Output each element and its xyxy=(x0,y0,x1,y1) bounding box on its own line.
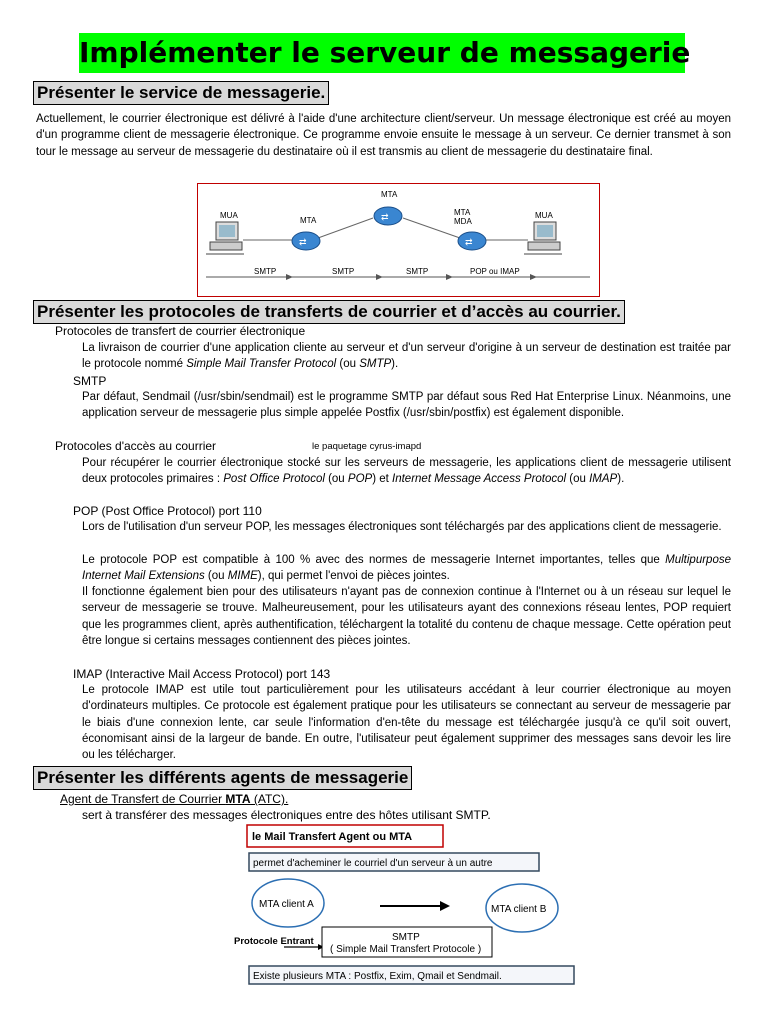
protocole-entrant-label: Protocole Entrant xyxy=(234,936,314,947)
mta-figure-svg xyxy=(232,823,584,1019)
mta-figure xyxy=(232,823,584,1019)
mta-agent-description: sert à transférer des messages électroniques entre des hôtes utilisant SMTP. xyxy=(82,808,491,822)
smtp-label: SMTP xyxy=(392,932,420,943)
router-icon-2 xyxy=(374,207,402,225)
mail-architecture-diagram xyxy=(197,183,600,297)
cyrus-imapd-note: le paquetage cyrus-imapd xyxy=(312,441,422,452)
smtp-full-name: ( Simple Mail Transfert Protocole ) xyxy=(330,944,482,955)
intro-paragraph: Actuellement, le courrier électronique est délivré à l'aide d'une architecture client/serveur. Un message électronique est créé au moyen d'un programme client de messagerie électronique. Ce programme envoie ensuite le message à un serveur. Ce dernier transmet à son tour le message au serveur de messagerie du destinataire où il est transmis au client de messagerie du destinataire final. xyxy=(36,113,731,158)
label-mta-top: MTA xyxy=(381,190,398,199)
router-icon-3 xyxy=(458,232,486,250)
mta-figure-desc: permet d'acheminer le courriel d'un serveur à un autre xyxy=(253,858,493,869)
mta-client-b-label: MTA client B xyxy=(491,904,547,915)
computer-left-icon xyxy=(206,222,244,254)
mail-architecture-svg xyxy=(198,184,599,296)
mta-figure-title: le Mail Transfert Agent ou MTA xyxy=(252,831,413,843)
section-heading-agents: Présenter les différents agents de messagerie xyxy=(33,766,412,790)
mta-client-a-label: MTA client A xyxy=(259,899,314,910)
label-mua-right: MUA xyxy=(535,211,553,220)
pop-paragraph-1: Lors de l'utilisation d'un serveur POP, les messages électroniques sont téléchargés par des applications client de messagerie. xyxy=(82,521,722,533)
label-mua-left: MUA xyxy=(220,211,238,220)
access-protocols-paragraph: Pour récupérer le courrier électronique stocké sur les serveurs de messagerie, les applications client de messagerie utilisent deux protocoles primaires : Post Office Protocol (ou POP) et Internet Message Access Protocol (ou IMAP). xyxy=(82,457,731,486)
pop-paragraph-3: Il fonctionne également bien pour des utilisateurs n'ayant pas de connexion continue à l'Internet ou à un réseau sur lequel le serveur de messagerie se trouve. Malheureusement, pour les utilisateurs ayant des connexions réseau lentes, POP requiert que les programmes client, après authentification, téléchargent la totalité du contenu de chaque message. Cette opération peut être longue si certains messages contiennent des pièces jointes. xyxy=(82,586,731,647)
arrow-label-smtp-3: SMTP xyxy=(406,267,429,276)
smtp-paragraph: Par défaut, Sendmail (/usr/sbin/sendmail) est le programme SMTP par défaut sous Red Hat Enterprise Linux. Néanmoins, une application serveur de messagerie plus simple appelée Postfix (/usr/sbin/postfix) est également disponible. xyxy=(82,391,731,420)
computer-right-icon xyxy=(524,222,562,254)
pop-paragraph-2: Le protocole POP est compatible à 100 % avec des normes de messagerie Internet importantes, telles que Multipurpose Internet Mail Extensions (ou MIME), qui permet l'envoi de pièces jointes. xyxy=(82,554,731,583)
arrow-label-smtp-2: SMTP xyxy=(332,267,355,276)
imap-paragraph: Le protocole IMAP est utile tout particulièrement pour les utilisateurs accédant à leur courrier électronique au moyen d'ordinateurs multiples. Ce protocole est également pratique pour les utilisateurs se connectant au serveur de messagerie par le biais d'une connexion lente, car seule l'information d'en-tête du message est téléchargée jusqu'à ce qu'il soit ouvert, économisant ainsi de la largeur de bande. En outre, l'utilisateur peut également supprimer des messages sans devoir les lire ou les télécharger. xyxy=(82,684,731,762)
transfer-protocols-paragraph: La livraison de courrier d'une application cliente au serveur et d'un serveur d'origine à un serveur de destination est traitée par le protocole nommé Simple Mail Transfer Protocol (ou SMTP). xyxy=(82,342,731,371)
access-protocols-heading: Protocoles d'accès au courrier xyxy=(55,439,217,453)
label-mda-right: MDA xyxy=(454,217,472,226)
section-heading-protocols: Présenter les protocoles de transferts de courrier et d’accès au courrier. xyxy=(33,300,625,324)
pop-heading: POP (Post Office Protocol) port 110 xyxy=(73,504,262,518)
page-title: Implémenter le serveur de messagerie xyxy=(79,33,685,73)
arrow-label-smtp-1: SMTP xyxy=(254,267,277,276)
imap-heading: IMAP (Interactive Mail Access Protocol) port 143 xyxy=(73,667,331,681)
section-heading-messaging-service: Présenter le service de messagerie. xyxy=(33,81,329,105)
smtp-heading: SMTP xyxy=(73,374,107,388)
mta-agent-heading: Agent de Transfert de Courrier MTA (ATC). xyxy=(60,792,289,806)
mta-list: Existe plusieurs MTA : Postfix, Exim, Qmail et Sendmail. xyxy=(253,971,502,982)
svg-text:⇄: ⇄ xyxy=(465,237,473,247)
svg-text:⇄: ⇄ xyxy=(381,212,389,222)
label-mta-left: MTA xyxy=(300,216,317,225)
arrow-label-pop-imap: POP ou IMAP xyxy=(470,267,520,276)
router-icon-1 xyxy=(292,232,320,250)
label-mta-right: MTA xyxy=(454,208,471,217)
svg-text:⇄: ⇄ xyxy=(299,237,307,247)
transfer-protocols-heading: Protocoles de transfert de courrier électronique xyxy=(55,324,306,338)
